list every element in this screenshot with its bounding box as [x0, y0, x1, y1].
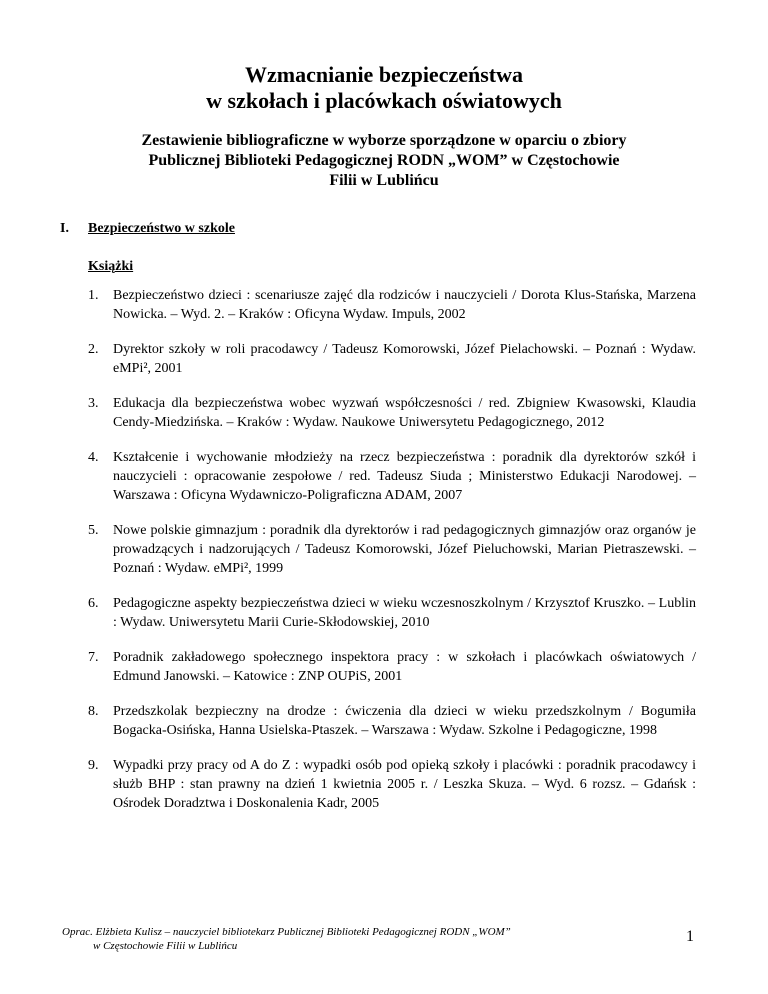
- bibliography-item: [88, 756, 696, 813]
- item-text: Pedagogiczne aspekty bezpieczeństwa dzieci w wieku wczesnoszkolnym / Krzysztof Kruszko. – Lublin : Wydaw. Uniwersytetu Marii Curie-Skłodowskiej, 2010: [113, 596, 696, 630]
- item-text: Poradnik zakładowego społecznego inspektora pracy : w szkołach i placówkach oświatowych / Edmund Janowski. – Katowice : ZNP OUPiS, 2001: [113, 650, 696, 684]
- subtitle-line-1: Zestawienie bibliograficzne w wyborze sporządzone w oparciu o zbiory: [141, 132, 627, 149]
- title-line-2: w szkołach i placówkach oświatowych: [206, 88, 562, 113]
- page-number: 1: [686, 928, 694, 945]
- bibliography-list: [88, 286, 696, 829]
- bibliography-item: [88, 448, 696, 505]
- item-number: 5.: [88, 523, 99, 538]
- item-number: 7.: [88, 650, 99, 665]
- item-text: Dyrektor szkoły w roli pracodawcy / Tadeusz Komorowski, Józef Pielachowski. – Poznań : Wydaw. eMPi², 2001: [113, 342, 696, 376]
- item-number: 8.: [88, 704, 99, 719]
- item-number: 2.: [88, 342, 99, 357]
- item-text: Bezpieczeństwo dzieci : scenariusze zajęć dla rodziców i nauczycieli / Dorota Klus-Stańska, Marzena Nowicka. – Wyd. 2. – Kraków : Oficyna Wydaw. Impuls, 2002: [113, 288, 696, 322]
- item-text: Kształcenie i wychowanie młodzieży na rzecz bezpieczeństwa : poradnik dla dyrektorów szkół i nauczycieli : opracowanie zespołowe / red. Tadeusz Siuda ; Ministerstwo Edukacji Narodowej. – Warszawa : Oficyna Wydawniczo-Poligraficzna ADAM, 2007: [113, 450, 696, 503]
- bibliography-item: [88, 394, 696, 432]
- bibliography-item: [88, 286, 696, 324]
- item-number: 3.: [88, 396, 99, 411]
- section-heading: [60, 220, 235, 238]
- item-number: 6.: [88, 596, 99, 611]
- section-number: I.: [60, 221, 69, 236]
- item-text: Przedszkolak bezpieczny na drodze : ćwiczenia dla dzieci w wieku przedszkolnym / Bogumiła Bogacka-Osińska, Hanna Usielska-Ptaszek. – Warszawa : Wydaw. Szkolne i Pedagogiczne, 1998: [113, 704, 696, 738]
- item-text: Nowe polskie gimnazjum : poradnik dla dyrektorów i rad pedagogicznych gimnazjów oraz organów je prowadzących i nadzorujących / Tadeusz Komorowski, Józef Pieluchowski, Marian Pietraszewski. – Poznań : Wydaw. eMPi², 1999: [113, 523, 696, 576]
- bibliography-item: [88, 594, 696, 632]
- item-number: 9.: [88, 758, 99, 773]
- section-title: Bezpieczeństwo w szkole: [88, 221, 235, 236]
- item-number: 1.: [88, 288, 99, 303]
- bibliography-item: [88, 702, 696, 740]
- bibliography-item: [88, 648, 696, 686]
- title-line-1: Wzmacnianie bezpieczeństwa: [245, 62, 523, 87]
- item-text: Wypadki przy pracy od A do Z : wypadki osób pod opieką szkoły i placówki : poradnik pracodawcy i służb BHP : stan prawny na dzień 1 kwietnia 2005 r. / Leszka Skuza. – Wyd. 6 rozsz. – Gdańsk : Ośrodek Doradztwa i Doskonalenia Kadr, 2005: [113, 758, 696, 811]
- page-footer: [62, 925, 622, 953]
- subtitle-line-2: Publicznej Biblioteki Pedagogicznej RODN „WOM” w Częstochowie: [148, 152, 620, 169]
- subsection-heading: Książki: [88, 259, 134, 274]
- subtitle-line-3: Filii w Lublińcu: [329, 172, 439, 189]
- item-text: Edukacja dla bezpieczeństwa wobec wyzwań współczesności / red. Zbigniew Kwasowski, Klaudia Cendy-Miedzińska. – Kraków : Wydaw. Naukowe Uniwersytetu Pedagogicznego, 2012: [113, 396, 696, 430]
- document-title: [80, 62, 688, 114]
- bibliography-item: [88, 521, 696, 578]
- footer-line-2: w Częstochowie Filii w Lublińcu: [93, 940, 238, 952]
- bibliography-item: [88, 340, 696, 378]
- item-number: 4.: [88, 450, 99, 465]
- footer-line-1: Oprac. Elżbieta Kulisz – nauczyciel bibliotekarz Publicznej Biblioteki Pedagogicznej RODN „WOM”: [62, 926, 511, 938]
- document-subtitle: [80, 131, 688, 191]
